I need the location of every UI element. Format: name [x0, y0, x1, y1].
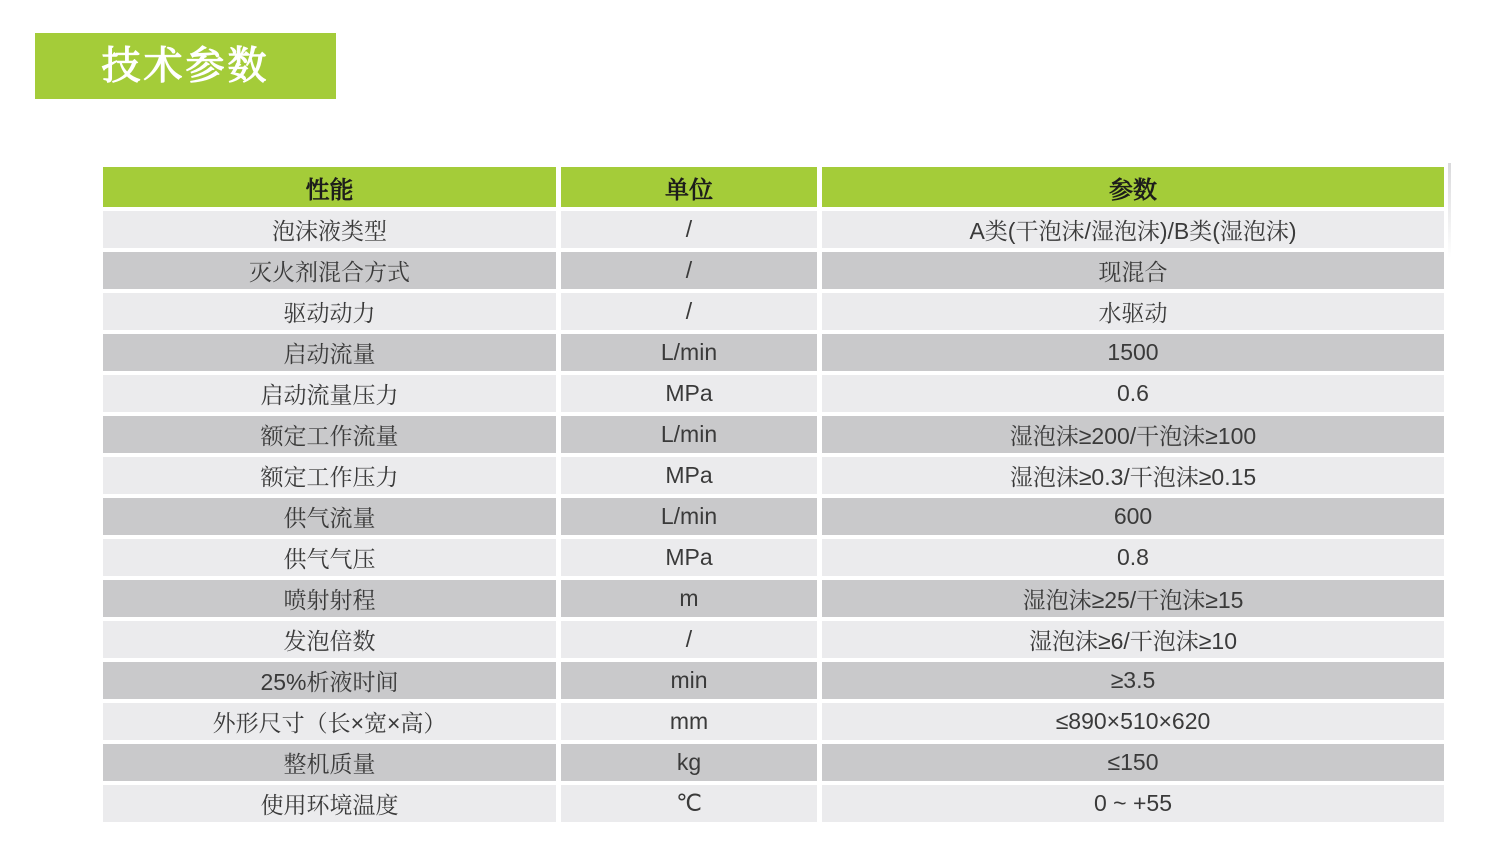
- table-header-row: [103, 167, 1444, 211]
- spec-value-cell: 湿泡沫≥0.3/干泡沫≥0.15: [822, 457, 1444, 498]
- column-header-performance: 性能: [103, 167, 561, 211]
- spec-name-cell: 驱动动力: [103, 293, 561, 334]
- spec-name-cell: 启动流量压力: [103, 375, 561, 416]
- spec-name-cell: 使用环境温度: [103, 785, 561, 826]
- spec-name-cell: 额定工作流量: [103, 416, 561, 457]
- table-row: [103, 457, 1444, 498]
- spec-table: [103, 167, 1444, 826]
- spec-unit-cell: ℃: [561, 785, 822, 826]
- spec-unit-cell: /: [561, 621, 822, 662]
- table-row: [103, 416, 1444, 457]
- spec-name-cell: 25%析液时间: [103, 662, 561, 703]
- spec-value-cell: 0 ~ +55: [822, 785, 1444, 826]
- table-row: [103, 211, 1444, 252]
- table-row: [103, 293, 1444, 334]
- spec-name-cell: 泡沫液类型: [103, 211, 561, 252]
- spec-value-cell: ≤890×510×620: [822, 703, 1444, 744]
- spec-value-cell: ≥3.5: [822, 662, 1444, 703]
- table-row: [103, 539, 1444, 580]
- spec-unit-cell: L/min: [561, 416, 822, 457]
- spec-value-cell: 湿泡沫≥25/干泡沫≥15: [822, 580, 1444, 621]
- spec-unit-cell: mm: [561, 703, 822, 744]
- spec-unit-cell: MPa: [561, 539, 822, 580]
- table-row: [103, 785, 1444, 826]
- spec-name-cell: 供气气压: [103, 539, 561, 580]
- spec-unit-cell: kg: [561, 744, 822, 785]
- spec-value-cell: 0.8: [822, 539, 1444, 580]
- spec-name-cell: 发泡倍数: [103, 621, 561, 662]
- column-header-parameter: 参数: [822, 167, 1444, 211]
- table-row: [103, 621, 1444, 662]
- spec-value-cell: 600: [822, 498, 1444, 539]
- section-title-banner: [35, 33, 336, 99]
- spec-value-cell: 现混合: [822, 252, 1444, 293]
- spec-name-cell: 启动流量: [103, 334, 561, 375]
- spec-value-cell: A类(干泡沫/湿泡沫)/B类(湿泡沫): [822, 211, 1444, 252]
- spec-unit-cell: min: [561, 662, 822, 703]
- spec-unit-cell: m: [561, 580, 822, 621]
- table-row: [103, 375, 1444, 416]
- spec-value-cell: 0.6: [822, 375, 1444, 416]
- table-row: [103, 744, 1444, 785]
- table-row: [103, 662, 1444, 703]
- table-row: [103, 252, 1444, 293]
- spec-unit-cell: /: [561, 211, 822, 252]
- table-row: [103, 498, 1444, 539]
- spec-unit-cell: MPa: [561, 457, 822, 498]
- spec-name-cell: 供气流量: [103, 498, 561, 539]
- spec-name-cell: 额定工作压力: [103, 457, 561, 498]
- spec-name-cell: 灭火剂混合方式: [103, 252, 561, 293]
- spec-value-cell: 水驱动: [822, 293, 1444, 334]
- table-row: [103, 580, 1444, 621]
- spec-name-cell: 整机质量: [103, 744, 561, 785]
- table-edge-shadow: [1448, 163, 1451, 258]
- section-title: 技术参数: [101, 44, 270, 88]
- spec-value-cell: ≤150: [822, 744, 1444, 785]
- column-header-unit: 单位: [561, 167, 822, 211]
- spec-unit-cell: /: [561, 252, 822, 293]
- spec-unit-cell: L/min: [561, 498, 822, 539]
- spec-value-cell: 1500: [822, 334, 1444, 375]
- table-row: [103, 334, 1444, 375]
- spec-unit-cell: L/min: [561, 334, 822, 375]
- spec-name-cell: 外形尺寸（长×宽×高）: [103, 703, 561, 744]
- spec-name-cell: 喷射射程: [103, 580, 561, 621]
- spec-unit-cell: MPa: [561, 375, 822, 416]
- table-row: [103, 703, 1444, 744]
- spec-value-cell: 湿泡沫≥6/干泡沫≥10: [822, 621, 1444, 662]
- spec-value-cell: 湿泡沫≥200/干泡沫≥100: [822, 416, 1444, 457]
- spec-unit-cell: /: [561, 293, 822, 334]
